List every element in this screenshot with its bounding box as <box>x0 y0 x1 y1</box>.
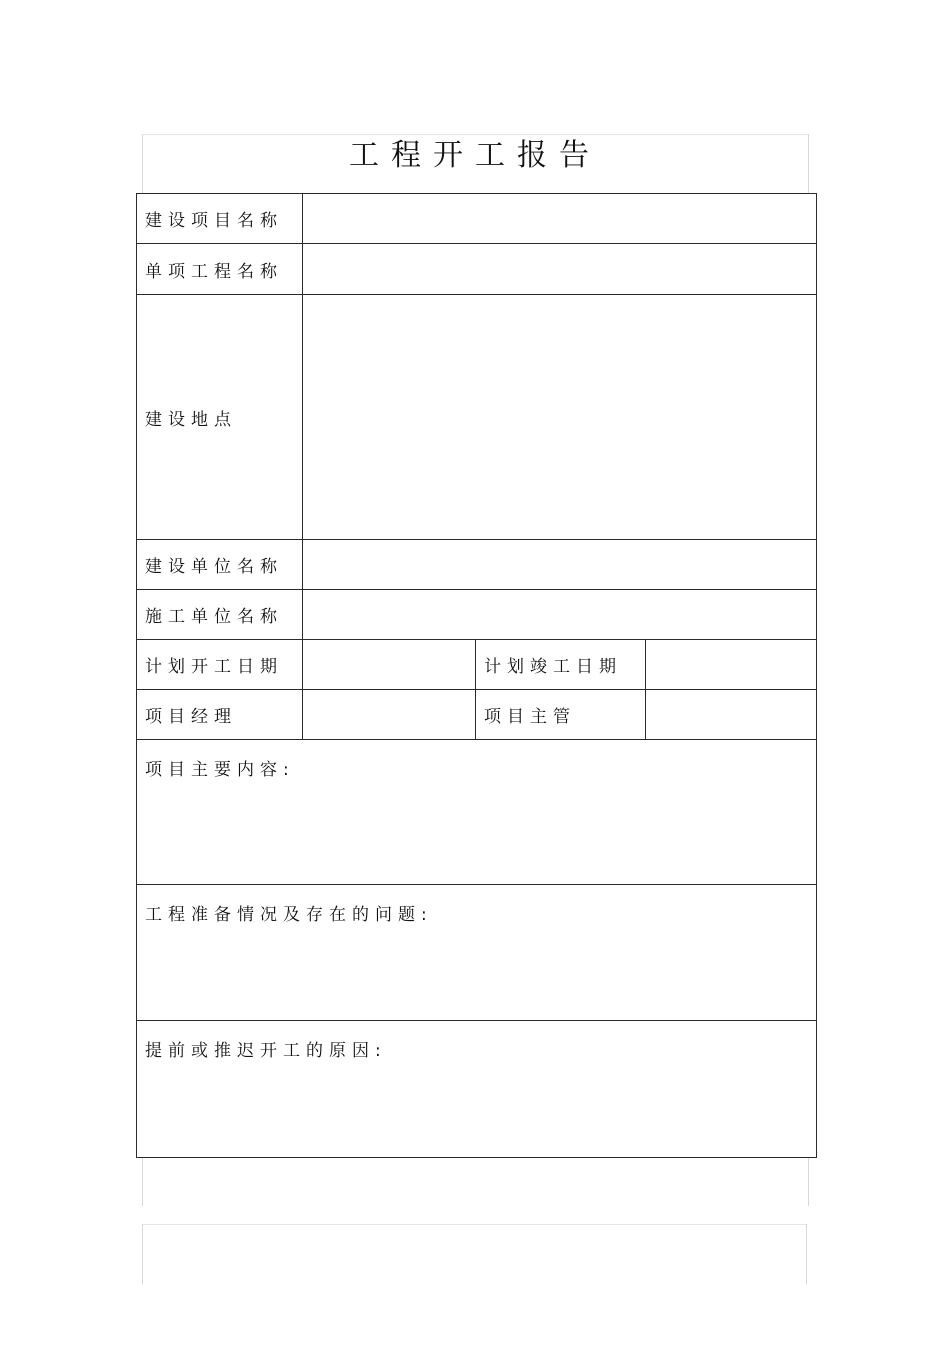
main-content-label[interactable]: 项目主要内容: <box>137 740 817 885</box>
project-name-field[interactable] <box>303 194 817 244</box>
row-dates <box>137 640 817 690</box>
planned-finish-label: 计划竣工日期 <box>476 640 646 690</box>
row-subproject-name <box>137 244 817 295</box>
planned-start-field[interactable] <box>303 640 476 690</box>
row-contractor-unit <box>137 590 817 640</box>
report-form-table <box>136 193 817 1158</box>
row-site <box>137 295 817 540</box>
planned-finish-field[interactable] <box>646 640 817 690</box>
project-supervisor-field[interactable] <box>646 690 817 740</box>
preparation-label[interactable]: 工程准备情况及存在的问题: <box>137 885 817 1021</box>
site-field[interactable] <box>303 295 817 540</box>
row-main-content <box>137 740 817 885</box>
owner-unit-label: 建设单位名称 <box>137 540 303 590</box>
row-project-name <box>137 194 817 244</box>
row-preparation <box>137 885 817 1021</box>
owner-unit-field[interactable] <box>303 540 817 590</box>
next-page-top <box>142 1224 806 1225</box>
subproject-name-label: 单项工程名称 <box>137 244 303 295</box>
page-frame-left-lower <box>142 1158 143 1206</box>
next-page-left <box>142 1224 143 1284</box>
project-supervisor-label: 项目主管 <box>476 690 646 740</box>
next-page-right <box>806 1224 807 1284</box>
page-frame-right-lower <box>808 1158 809 1206</box>
planned-start-label: 计划开工日期 <box>137 640 303 690</box>
project-manager-field[interactable] <box>303 690 476 740</box>
row-owner-unit <box>137 540 817 590</box>
row-reason <box>137 1021 817 1158</box>
project-manager-label: 项目经理 <box>137 690 303 740</box>
site-label: 建设地点 <box>137 295 303 540</box>
contractor-unit-field[interactable] <box>303 590 817 640</box>
subproject-name-field[interactable] <box>303 244 817 295</box>
reason-label[interactable]: 提前或推迟开工的原因: <box>137 1021 817 1158</box>
contractor-unit-label: 施工单位名称 <box>137 590 303 640</box>
project-name-label: 建设项目名称 <box>137 194 303 244</box>
page-frame-right <box>808 134 809 193</box>
row-managers <box>137 690 817 740</box>
page-title: 工程开工报告 <box>349 138 601 173</box>
